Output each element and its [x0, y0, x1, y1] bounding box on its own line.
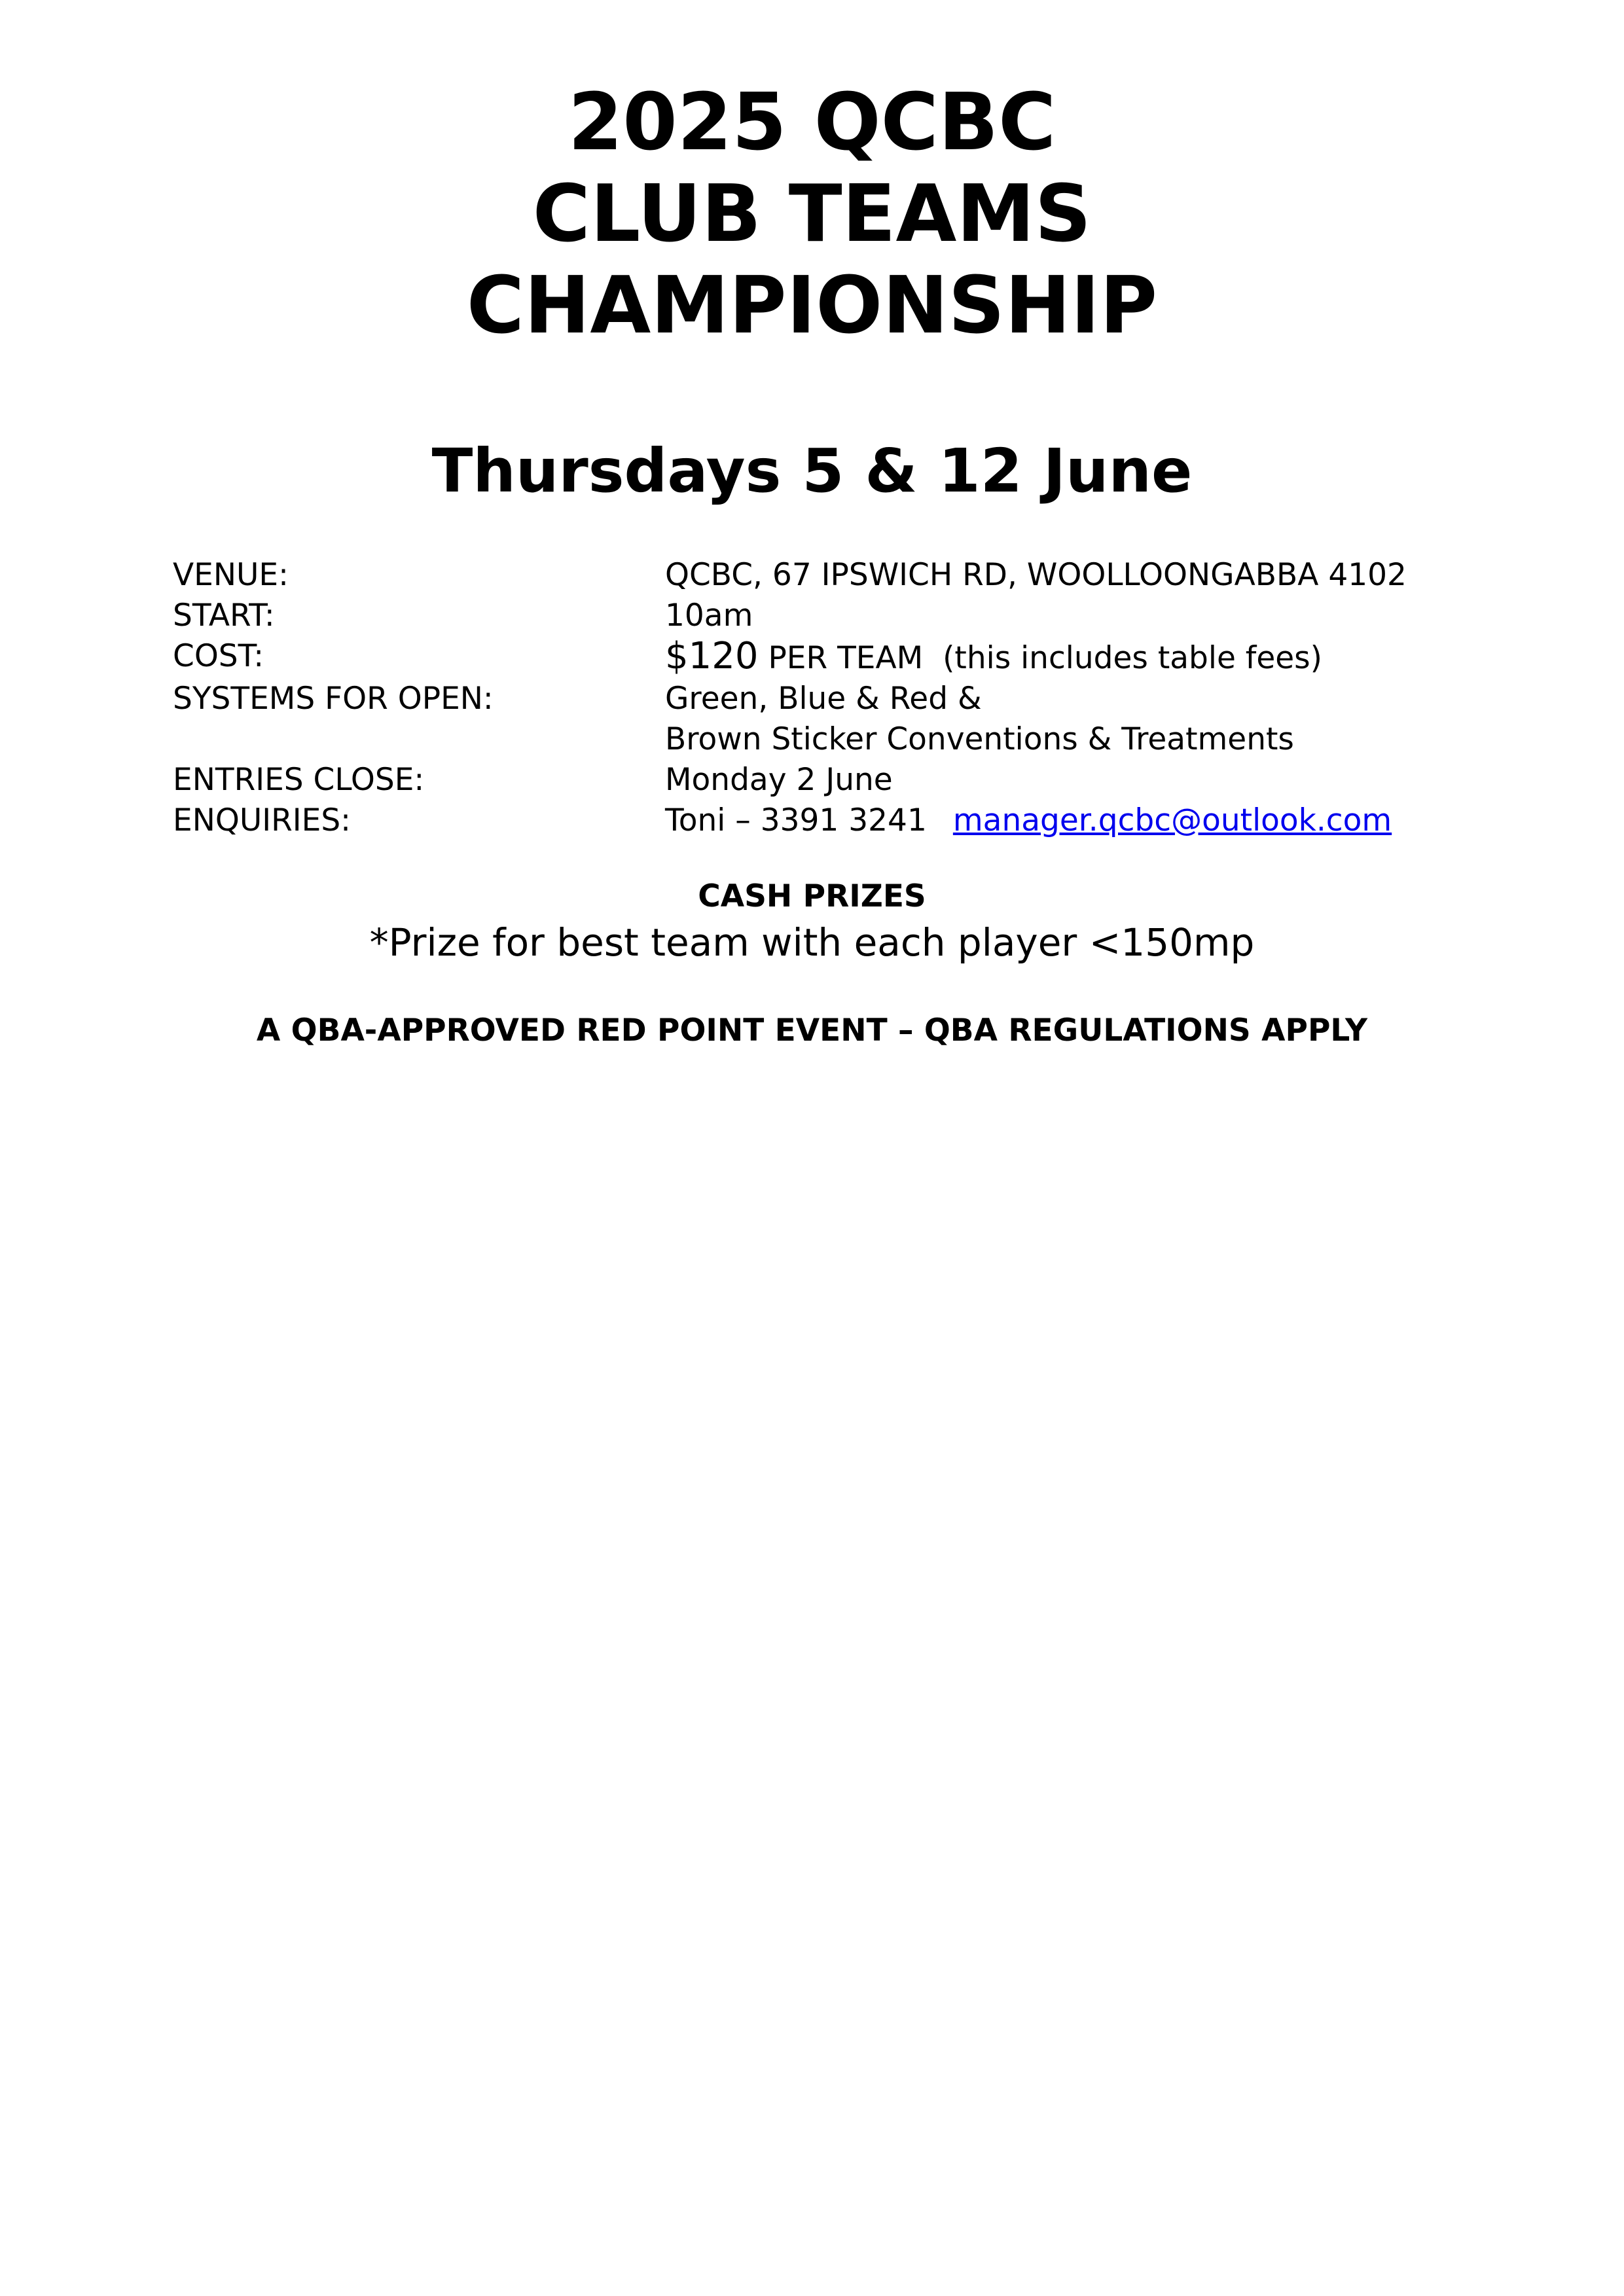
email-link[interactable]: manager.qcbc@outlook.com	[952, 802, 1392, 838]
cost-value	[665, 636, 1482, 679]
cost-label: COST:	[173, 638, 264, 674]
start-row	[173, 596, 1482, 636]
prize-note: *Prize for best team with each player <150mp	[369, 920, 1255, 965]
systems-label: SYSTEMS FOR OPEN:	[173, 681, 494, 717]
cash-prizes-heading: CASH PRIZES	[698, 878, 926, 914]
entries-row	[173, 760, 1482, 800]
systems-value-line-1: Green, Blue & Red &	[665, 681, 982, 717]
start-label: START:	[173, 598, 275, 634]
enquiries-label: ENQUIRIES:	[173, 802, 351, 838]
venue-label: VENUE:	[173, 557, 289, 593]
cost-row	[173, 636, 1482, 679]
qba-notice: A QBA-APPROVED RED POINT EVENT – QBA REGULATIONS APPLY	[256, 1013, 1368, 1049]
title-line-2: CLUB TEAMS	[532, 169, 1092, 260]
enquiries-contact: Toni – 3391 3241	[665, 802, 927, 838]
venue-row	[173, 555, 1482, 596]
systems-value	[665, 679, 1482, 760]
page-title	[0, 77, 1624, 352]
entries-label: ENTRIES CLOSE:	[173, 762, 425, 798]
enquiries-row	[173, 800, 1482, 841]
cost-description: PER TEAM (this includes table fees)	[758, 640, 1323, 676]
enquiries-value	[665, 800, 1482, 841]
systems-row	[173, 679, 1482, 760]
cost-amount: $120	[665, 635, 759, 677]
title-line-1: 2025 QCBC	[568, 77, 1056, 168]
start-value: 10am	[665, 598, 753, 634]
systems-value-line-2: Brown Sticker Conventions & Treatments	[665, 721, 1294, 757]
event-dates: Thursdays 5 & 12 June	[431, 436, 1193, 506]
event-details	[173, 555, 1482, 841]
title-line-3: CHAMPIONSHIP	[466, 260, 1158, 351]
entries-value: Monday 2 June	[665, 762, 893, 798]
venue-value: QCBC, 67 IPSWICH RD, WOOLLOONGABBA 4102	[665, 557, 1407, 593]
